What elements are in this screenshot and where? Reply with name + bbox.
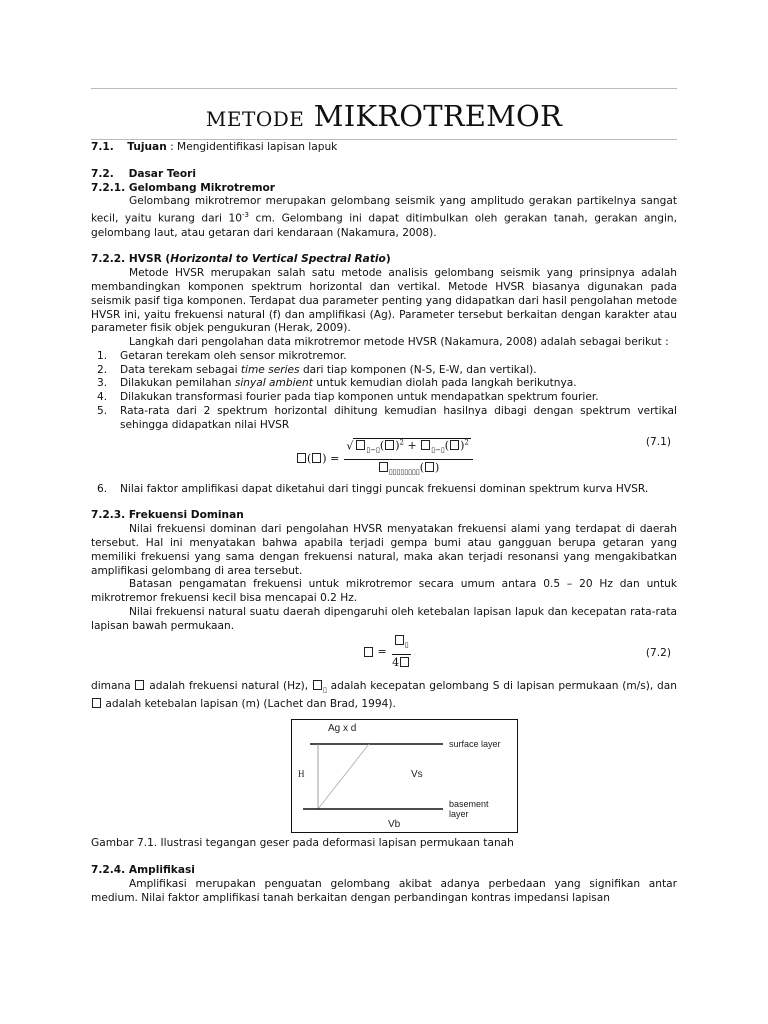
paragraph-text: Gelombang mikrotremor merupakan gelombang seismik yang amplitudo gerakan partikelnya sangat kecil, yaitu kurang dari 10: [91, 195, 677, 225]
list-text: Nilai faktor amplifikasi dapat diketahui dari tinggi puncak frekuensi dominan spektrum kurva HVSR.: [120, 482, 649, 495]
paragraph-frekuensi-1: Nilai frekuensi dominan dari pengolahan HVSR menyatakan frekuensi alami yang terdapat di daerah tersebut. Hal ini menyatakan bahwa apabila terjadi gempa bumi atau gangguan berupa getaran yang memiliki frekuensi yang sama dengan frekuensi natural, maka akan terjadi resonansi yang mengakibatkan amplifikasi gelombang di area tersebut.: [91, 523, 677, 577]
figure-caption: Gambar 7.1. Ilustrasi tegangan geser pada deformasi lapisan permukaan tanah: [91, 837, 514, 850]
equation-number: (7.1): [645, 435, 671, 448]
list-text: Dilakukan transformasi fourier pada tiap komponen untuk mendapatkan spektrum fourier.: [120, 391, 599, 404]
label-surface-layer: surface layer: [449, 739, 501, 750]
text: dimana: [91, 679, 135, 692]
section-label: Dasar Teori: [128, 167, 197, 180]
list-number: 3.: [97, 377, 108, 390]
section-number: 7.2.: [91, 167, 114, 180]
figure-diagram: [291, 719, 519, 834]
list-item: [91, 391, 677, 405]
heading-italic: Horizontal to Vertical Spectral Ratio: [170, 253, 386, 266]
paragraph-hvsr-1: Metode HVSR merupakan salah satu metode analisis gelombang seismik yang prinsipnya adalah membandingkan komponen spektrum horizontal dan vertikal. Metode HVSR biasanya digunakan pada seismik pasif tiga komponen. Terdapat dua parameter penting yang didapatkan dari hasil pengolahan metode HVSR ini, yaitu frekuensi natural (f) dan amplifikasi (Ag). Parameter tersebut berkaitan dengan karakter atau parameter fisik objek pengukuran (Herak, 2009).: [91, 267, 677, 335]
paragraph-hvsr-2: Langkah dari pengolahan data mikrotremor metode HVSR (Nakamura, 2008) adalah sebagai berikut :: [129, 336, 669, 349]
equation-number: (7.2): [645, 646, 671, 659]
label-ag-d: Ag x d: [328, 723, 357, 735]
paragraph-frekuensi-2: Batasan pengamatan frekuensi untuk mikrotremor secara umum antara 0.5 – 20 Hz dan untuk mikrotremor frekuensi kecil bisa mencapai 0.2 Hz.: [91, 578, 677, 605]
italic-text: sinyal ambient: [234, 377, 313, 390]
text: Data terekam sebagai: [120, 363, 241, 376]
paragraph-gelombang: [91, 195, 677, 240]
paragraph-frekuensi-3: Nilai frekuensi natural suatu daerah dipengaruhi oleh ketebalan lapisan lapuk dan kecepatan rata-rata lapisan bawah permukaan.: [91, 606, 677, 632]
hvsr-steps-list-cont: [91, 483, 677, 497]
paragraph-dimana: dimana adalah frekuensi natural (Hz), $_▯$ adalah kecepatan gelombang S di lapisan permukaan (m/s), dan adalah ketebalan lapisan (m) (Lachet dan Brad, 1994).: [91, 679, 677, 710]
hvsr-steps-list: [91, 350, 677, 433]
top-rule: [91, 88, 677, 89]
text: adalah kecepatan gelombang S di lapisan permukaan (m/s), dan: [326, 679, 677, 692]
label-vb: Vb: [388, 819, 401, 831]
superscript: -3: [241, 211, 249, 220]
list-number: 4.: [97, 391, 108, 404]
title-prefix: METODE: [205, 107, 305, 131]
label-layer: layer: [449, 809, 469, 820]
list-number: 1.: [97, 349, 108, 362]
heading-text: ): [385, 253, 391, 266]
equation-body: ( ) = $\frac{√ _{▯-▯}( )^2 + _{▯-▯}( )^2}{_{▯▯▯▯▯▯▯▯}( )}$: [296, 437, 473, 481]
list-number: 2.: [97, 363, 108, 376]
equation-7-1: [91, 433, 677, 483]
section-dasar-teori: [91, 168, 677, 182]
section-number: 7.1.: [91, 141, 114, 153]
paragraph-amplifikasi: Amplifikasi merupakan penguatan gelombang akibat adanya perbedaan yang signifikan antar medium. Nilai faktor amplifikasi tanah berkaitan dengan perbandingan kontras impedansi lapisan: [91, 877, 677, 904]
subsection-heading-frekuensi: 7.2.3. Frekuensi Dominan: [91, 509, 244, 522]
subsection-heading-hvsr: [91, 253, 677, 267]
list-text: [120, 377, 677, 391]
title-main: MIKROTREMOR: [313, 99, 563, 133]
list-text: [120, 364, 677, 378]
list-text: Rata-rata dari 2 spektrum horizontal dihitung kemudian hasilnya dibagi dengan spektrum vertikal sehingga didapatkan nilai HVSR: [120, 405, 677, 431]
text: adalah ketebalan lapisan (m) (Lachet dan Brad, 1994).: [102, 697, 396, 710]
label-basement: basement: [449, 799, 489, 810]
list-item: [91, 405, 677, 433]
equation-body: = $\frac{_▯}{4}$: [363, 634, 411, 670]
text: Dilakukan pemilahan: [120, 377, 235, 390]
text: dari tiap komponen (N-S, E-W, dan vertikal).: [299, 363, 537, 376]
paragraph-text: cm. Gelombang ini dapat ditimbulkan oleh gerakan tanah, gerakan angin, gelombang laut, atau getaran dari kendaraan (Nakamura, 2008).: [91, 212, 678, 239]
subsection-heading-amplifikasi: 7.2.4. Amplifikasi: [91, 864, 195, 877]
equation-7-2: [91, 634, 677, 680]
list-item: [91, 377, 677, 391]
list-text: Getaran terekam oleh sensor mikrotremor.: [120, 349, 347, 362]
text: untuk kemudian diolah pada langkah berikutnya.: [312, 377, 577, 390]
document-body: [91, 141, 677, 906]
figure-7-1: [91, 719, 677, 837]
list-item: [91, 364, 677, 378]
title-rule: [91, 139, 677, 140]
text: adalah frekuensi natural (Hz),: [145, 679, 312, 692]
label-h: H: [298, 769, 305, 780]
section-tujuan: [91, 141, 677, 155]
heading-text: 7.2.2. HVSR (: [91, 253, 171, 266]
section-text: : Mengidentifikasi lapisan lapuk: [166, 141, 338, 153]
section-label: Tujuan: [127, 141, 167, 153]
subsection-heading-gelombang: 7.2.1. Gelombang Mikrotremor: [91, 181, 275, 194]
list-number: 5.: [97, 405, 108, 418]
list-item: [91, 483, 677, 497]
label-vs: Vs: [411, 769, 423, 781]
page-title: [91, 99, 677, 133]
list-number: 6.: [97, 482, 108, 495]
italic-text: time series: [240, 363, 300, 376]
list-item: [91, 350, 677, 364]
